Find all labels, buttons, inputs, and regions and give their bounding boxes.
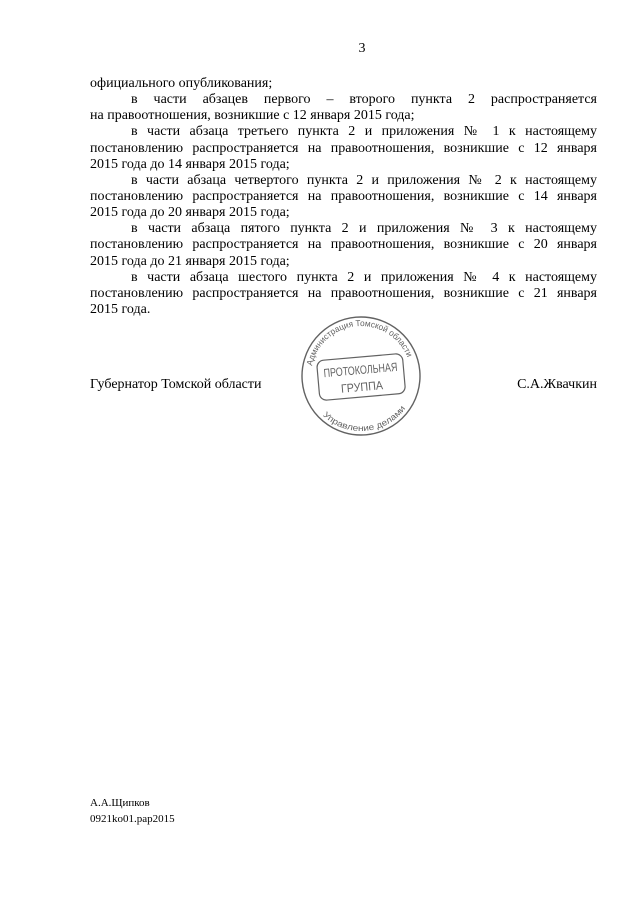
paragraph-item: [90, 92, 597, 124]
stamp-top-arc-text: Администрация Томской области: [304, 317, 415, 367]
text-line: в части абзаца шестого пункта 2 и приложения № 4 к настоящему: [131, 269, 597, 285]
text-line: в части абзаца четвертого пункта 2 и приложения № 2 к настоящему: [131, 172, 597, 188]
executor-name: А.А.Щипков: [90, 797, 150, 809]
paragraph-item: [90, 221, 597, 269]
page-number: 3: [358, 41, 366, 56]
text-line: постановлению распространяется на правоотношения, возникшие с 14 января: [90, 188, 597, 204]
body-text: [90, 76, 597, 318]
stamp-bottom-arc-text: Управление делами: [321, 403, 407, 434]
text-line: 2015 года.: [90, 301, 151, 317]
signatory-title: Губернатор Томской области: [90, 377, 262, 392]
text-line: постановлению распространяется на правоотношения, возникшие с 20 января: [90, 237, 597, 253]
stamp: [296, 311, 426, 441]
text-line: 2015 года до 21 января 2015 года;: [90, 253, 290, 269]
signatory-name: С.А.Жвачкин: [517, 377, 597, 392]
text-line: в части абзаца третьего пункта 2 и приложения № 1 к настоящему: [131, 124, 597, 140]
paragraph-continuation: [90, 76, 597, 92]
text-line: 2015 года до 20 января 2015 года;: [90, 205, 290, 221]
stamp-center-line-2: ГРУППА: [340, 377, 389, 396]
stamp-top-text: [301, 313, 416, 367]
paragraph-item: [90, 124, 597, 172]
stamp-center-line-1: ПРОТОКОЛЬНАЯ: [323, 357, 423, 381]
paragraph-item: [90, 173, 597, 221]
text-line: 2015 года до 14 января 2015 года;: [90, 156, 290, 172]
footer: [90, 795, 175, 827]
text-line: постановлению распространяется на правоотношения, возникшие с 21 января: [90, 285, 597, 301]
file-reference: 0921ko01.pap2015: [90, 813, 175, 825]
text-line: постановлению распространяется на правоотношения, возникшие с 12 января: [90, 140, 597, 156]
text-line: в части абзаца пятого пункта 2 и приложения № 3 к настоящему: [131, 221, 597, 237]
text-line: на правоотношения, возникшие с 12 января 2015 года;: [90, 108, 415, 124]
stamp-bottom-text: [321, 402, 409, 436]
text-line: официального опубликования;: [90, 76, 273, 91]
text-line: в части абзацев первого – второго пункта 2 распространяется: [131, 92, 597, 108]
